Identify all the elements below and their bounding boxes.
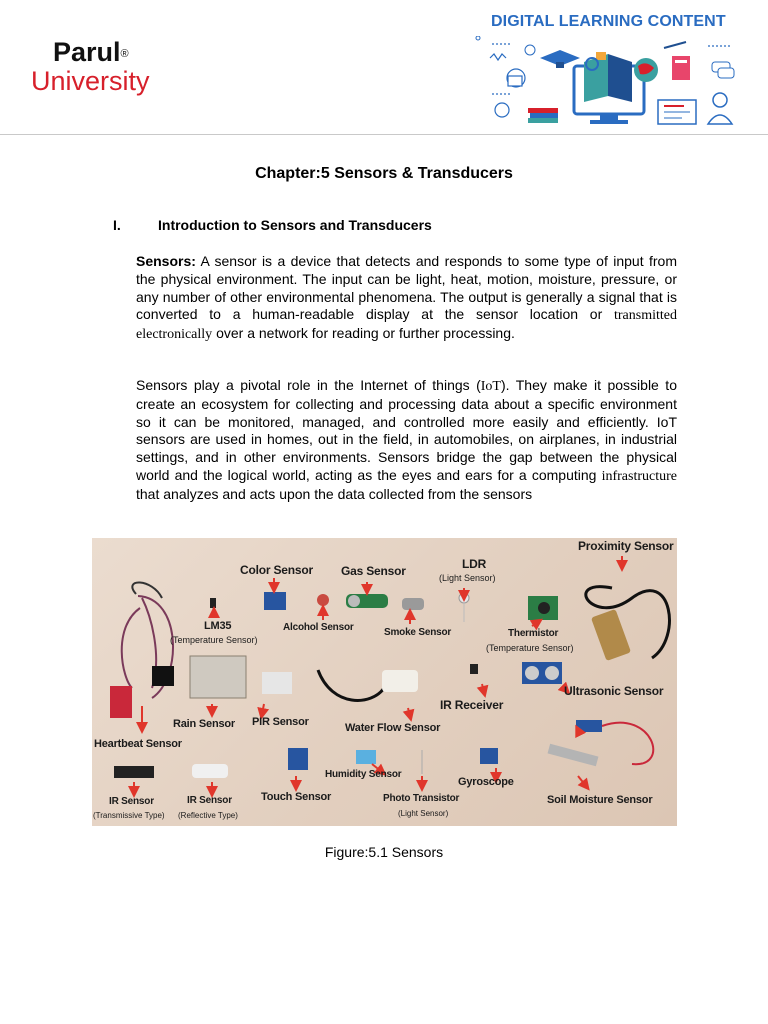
label-touch-sensor: Touch Sensor — [261, 791, 332, 803]
sensors-label: Sensors: — [136, 253, 196, 269]
label-soil-moisture-sensor: Soil Moisture Sensor — [547, 794, 653, 806]
label-thermistor-sub: (Temperature Sensor) — [486, 643, 574, 653]
label-ultrasonic-sensor: Ultrasonic Sensor — [564, 684, 664, 698]
digital-learning-illustration — [468, 36, 740, 128]
label-proximity-sensor: Proximity Sensor — [578, 539, 674, 553]
label-alcohol-sensor: Alcohol Sensor — [283, 622, 354, 633]
label-ir-transmissive-sub: (Transmissive Type) — [93, 811, 165, 820]
label-humidity-sensor: Humidity Sensor — [325, 769, 402, 780]
paragraph-text: ). They make it possible to create an ecosystem for collecting and processing data about a specific environment so it can be monitored, managed, and controlled more easily and efficiently. IoT sensors are used in homes, out in the field, in automobiles, on airplanes, in industrial settings, and in other environments. Sensors bridge the gap between the physical world and the logical world, acting as the eyes and ears for a computing — [136, 377, 677, 483]
logo-subtitle: University — [31, 66, 150, 96]
label-photo-transistor-sub: (Light Sensor) — [398, 809, 449, 818]
label-smoke-sensor: Smoke Sensor — [384, 627, 452, 638]
section-number: I. — [113, 217, 121, 233]
section-title: Introduction to Sensors and Transducers — [158, 217, 432, 233]
paragraph-text: A sensor is a device that detects and responds to some type of input from the physical environment. The input can be light, heat, motion, moisture, pressure, or any number of other environmental phenomena. The output is generally a signal that is converted to a human-readable display at the sensor location or — [136, 253, 677, 323]
paragraph-text: Sensors play a pivotal role in the Internet of things ( — [136, 377, 481, 393]
paragraph-text-serif: infrastructure — [601, 468, 677, 484]
page-header — [0, 0, 768, 135]
paragraph-text-serif: transmitted electronically — [136, 308, 677, 343]
label-gyroscope: Gyroscope — [458, 776, 514, 788]
registered-mark: ® — [120, 48, 129, 60]
label-thermistor: Thermistor — [508, 628, 559, 639]
label-rain-sensor: Rain Sensor — [173, 718, 235, 730]
paragraph-sensors-iot — [136, 377, 677, 504]
label-color-sensor: Color Sensor — [240, 563, 313, 577]
figure-caption: Figure:5.1 Sensors — [324, 844, 444, 860]
paragraph-text: over a network for reading or further processing. — [212, 325, 515, 342]
label-water-flow-sensor: Water Flow Sensor — [345, 722, 441, 734]
label-gas-sensor: Gas Sensor — [341, 564, 406, 578]
chapter-title: Chapter:5 Sensors & Transducers — [255, 165, 513, 182]
label-ir-sensor-transmissive: IR Sensor — [109, 796, 154, 807]
sensors-photo-illustration — [92, 538, 677, 826]
label-ir-sensor-reflective: IR Sensor — [187, 795, 232, 806]
section-heading — [113, 217, 432, 233]
university-logo — [31, 38, 150, 96]
label-ir-receiver: IR Receiver — [440, 698, 504, 712]
label-pir-sensor: PIR Sensor — [252, 716, 309, 728]
paragraph-text-serif: IoT — [480, 379, 501, 394]
label-ldr-sub: (Light Sensor) — [439, 573, 496, 583]
banner-title: DIGITAL LEARNING CONTENT — [491, 13, 726, 30]
label-heartbeat-sensor: Heartbeat Sensor — [94, 738, 182, 750]
sensors-figure — [92, 538, 677, 826]
logo-name: Parul — [53, 37, 121, 67]
paragraph-text: that analyzes and acts upon the data collected from the sensors — [136, 485, 533, 502]
label-ldr: LDR — [462, 557, 487, 571]
label-photo-transistor: Photo Transistor — [383, 793, 460, 804]
paragraph-sensors-definition — [136, 253, 677, 344]
label-lm35-sub: (Temperature Sensor) — [170, 635, 258, 645]
label-ir-reflective-sub: (Reflective Type) — [178, 811, 238, 820]
label-lm35: LM35 — [204, 620, 232, 632]
